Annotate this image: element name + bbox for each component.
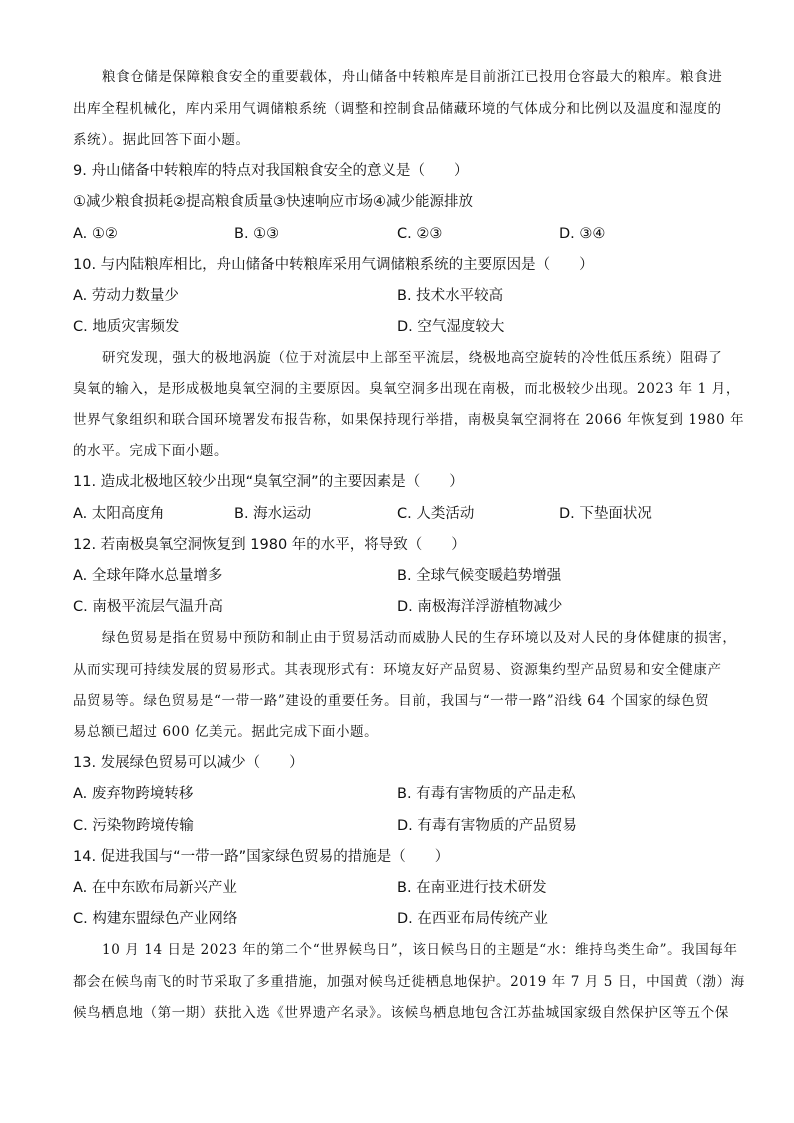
q12-option-a: A. 全球年降水总量增多 <box>73 568 223 584</box>
q10-option-b: B. 技术水平较高 <box>397 288 504 304</box>
q10-option-c: C. 地质灾害频发 <box>73 319 180 335</box>
q11-option-d: D. 下垫面状况 <box>559 506 652 522</box>
q14-option-b: B. 在南亚进行技术研发 <box>397 880 547 896</box>
q9-stem: 9. 舟山储备中转粮库的特点对我国粮食安全的意义是（ ） <box>73 163 469 179</box>
passage2-line4: 的水平。完成下面小题。 <box>73 443 229 459</box>
q13-stem: 13. 发展绿色贸易可以减少（ ） <box>73 755 304 771</box>
q11-option-a: A. 太阳高度角 <box>73 506 165 522</box>
q10-stem: 10. 与内陆粮库相比，舟山储备中转粮库采用气调储粮系统的主要原因是（ ） <box>73 257 594 273</box>
passage3-line4: 易总额已超过 600 亿美元。据此完成下面小题。 <box>73 724 379 740</box>
q9-option-d: D. ③④ <box>559 226 606 242</box>
q13-option-c: C. 污染物跨境传输 <box>73 818 194 834</box>
passage4-line1: 10 月 14 日是 2023 年的第二个“世界候鸟日”，该日候鸟日的主题是“水：维持鸟类生命”。我国每年 <box>102 942 738 958</box>
q14-option-d: D. 在西亚布局传统产业 <box>397 911 548 927</box>
passage2-line2: 臭氧的输入，是形成极地臭氧空洞的主要原因。臭氧空洞多出现在南极，而北极较少出现。2023 年 1 月， <box>73 381 740 397</box>
passage1-line3: 系统）。据此回答下面小题。 <box>73 132 250 148</box>
q9-option-b: B. ①③ <box>234 226 280 242</box>
q9-option-c: C. ②③ <box>397 226 443 242</box>
q12-option-d: D. 南极海洋浮游植物减少 <box>397 599 563 615</box>
passage2-line3: 世界气象组织和联合国环境署发布报告称，如果保持现行举措，南极臭氧空洞将在 2066 年恢复到 1980 年 <box>73 412 745 428</box>
q14-option-a: A. 在中东欧布局新兴产业 <box>73 880 237 896</box>
q11-stem: 11. 造成北极地区较少出现“臭氧空洞”的主要因素是（ ） <box>73 474 464 490</box>
passage2-line1: 研究发现，强大的极地涡旋（位于对流层中上部至平流层，绕极地高空旋转的冷性低压系统）阻碍了 <box>102 350 723 366</box>
q13-option-a: A. 废弃物跨境转移 <box>73 786 194 802</box>
q14-stem: 14. 促进我国与“一带一路”国家绿色贸易的措施是（ ） <box>73 849 450 865</box>
q9-items: ①减少粮食损耗②提高粮食质量③快速响应市场④减少能源排放 <box>73 194 473 210</box>
q12-option-b: B. 全球气候变暖趋势增强 <box>397 568 562 584</box>
passage4-line3: 候鸟栖息地（第一期）获批入选《世界遗产名录》。该候鸟栖息地包含江苏盐城国家级自然保护区等五个保 <box>73 1005 729 1021</box>
q10-option-a: A. 劳动力数量少 <box>73 288 179 304</box>
passage3-line3: 品贸易等。绿色贸易是“一带一路”建设的重要任务。目前，我国与“一带一路”沿线 64 个国家的绿色贸 <box>73 693 710 709</box>
passage3-line2: 从而实现可持续发展的贸易形式。其表现形式有：环境友好产品贸易、资源集约型产品贸易和安全健康产 <box>73 662 722 678</box>
q11-option-c: C. 人类活动 <box>397 506 475 522</box>
q12-option-c: C. 南极平流层气温升高 <box>73 599 223 615</box>
passage1-line1: 粮食仓储是保障粮食安全的重要载体，舟山储备中转粮库是目前浙江已投用仓容最大的粮库。粮食进 <box>102 69 723 85</box>
q11-option-b: B. 海水运动 <box>234 506 312 522</box>
passage1-line2: 出库全程机械化，库内采用气调储粮系统（调整和控制食品储藏环境的气体成分和比例以及温度和湿度的 <box>73 101 722 117</box>
q13-option-d: D. 有毒有害物质的产品贸易 <box>397 818 577 834</box>
q12-stem: 12. 若南极臭氧空洞恢复到 1980 年的水平，将导致（ ） <box>73 537 466 553</box>
q10-option-d: D. 空气湿度较大 <box>397 319 505 335</box>
q13-option-b: B. 有毒有害物质的产品走私 <box>397 786 576 802</box>
passage3-line1: 绿色贸易是指在贸易中预防和制止由于贸易活动而威胁人民的生存环境以及对人民的身体健康的损害， <box>102 630 737 646</box>
passage4-line2: 都会在候鸟南飞的时节采取了多重措施，加强对候鸟迁徙栖息地保护。2019 年 7 月 5 日，中国黄（渤）海 <box>73 974 745 990</box>
q9-option-a: A. ①② <box>73 226 118 242</box>
q14-option-c: C. 构建东盟绿色产业网络 <box>73 911 238 927</box>
